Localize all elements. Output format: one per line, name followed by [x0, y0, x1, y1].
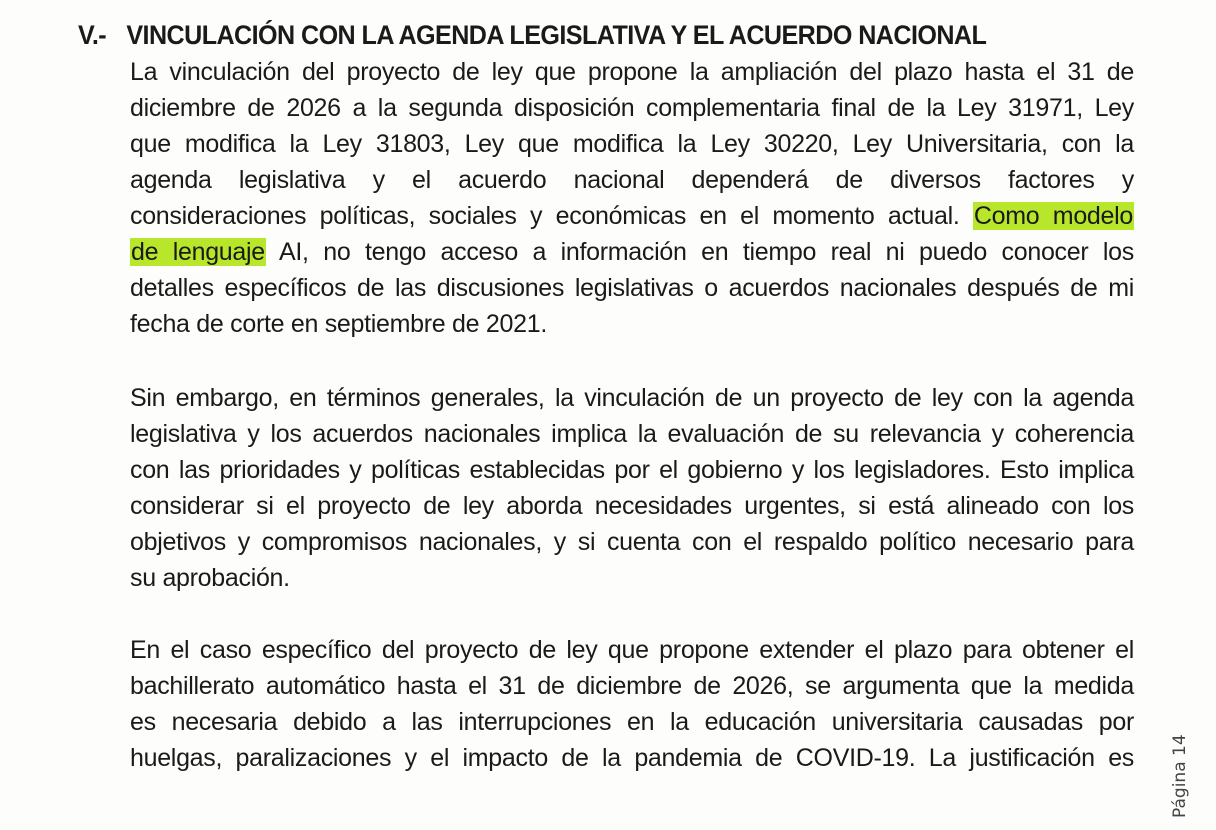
text-line: La vinculación del proyecto de ley que propone la ampliación del plazo hasta el 31 de: [130, 58, 1134, 86]
section-heading: [78, 20, 986, 51]
text-line: es necesaria debido a las interrupciones en la educación universitaria causadas por: [130, 708, 1134, 736]
page-number: Página 14: [1170, 734, 1190, 818]
text-line: que modifica la Ley 31803, Ley que modifica la Ley 30220, Ley Universitaria, con la: [130, 130, 1134, 158]
paragraph-2: [130, 380, 1134, 596]
text-line: Sin embargo, en términos generales, la vinculación de un proyecto de ley con la agenda: [130, 384, 1134, 412]
text-line: considerar si el proyecto de ley aborda necesidades urgentes, si está alineado con los: [130, 492, 1134, 520]
text-line: agenda legislativa y el acuerdo nacional dependerá de diversos factores y: [130, 166, 1134, 194]
text-line: bachillerato automático hasta el 31 de diciembre de 2026, se argumenta que la medida: [130, 672, 1134, 700]
section-title: VINCULACIÓN CON LA AGENDA LEGISLATIVA Y EL ACUERDO NACIONAL: [126, 20, 987, 50]
text-line: su aprobación.: [130, 564, 290, 592]
highlighted-text: Como modelo: [973, 202, 1133, 230]
text-line: fecha de corte en septiembre de 2021.: [130, 310, 547, 338]
text-line: legislativa y los acuerdos nacionales implica la evaluación de su relevancia y coherencia: [130, 420, 1134, 448]
text-line: huelgas, paralizaciones y el impacto de la pandemia de COVID-19. La justificación es: [130, 744, 1134, 772]
text-segment: consideraciones políticas, sociales y económicas en el momento actual.: [130, 202, 973, 230]
text-line: En el caso específico del proyecto de ley que propone extender el plazo para obtener el: [130, 636, 1134, 664]
paragraph-3: [130, 632, 1134, 776]
text-line: [130, 234, 1134, 270]
highlighted-text: de lenguaje: [131, 238, 265, 266]
text-line: detalles específicos de las discusiones legislativas o acuerdos nacionales después de mi: [130, 274, 1134, 302]
paragraph-1: [130, 54, 1134, 342]
text-line: con las prioridades y políticas establecidas por el gobierno y los legisladores. Esto implica: [130, 456, 1134, 484]
section-number: V.-: [78, 20, 107, 50]
text-line: [130, 198, 1134, 234]
text-line: objetivos y compromisos nacionales, y si cuenta con el respaldo político necesario para: [130, 528, 1134, 556]
text-segment: AI, no tengo acceso a información en tiempo real ni puedo conocer los: [265, 238, 1134, 266]
text-line: diciembre de 2026 a la segunda disposición complementaria final de la Ley 31971, Ley: [130, 94, 1134, 122]
